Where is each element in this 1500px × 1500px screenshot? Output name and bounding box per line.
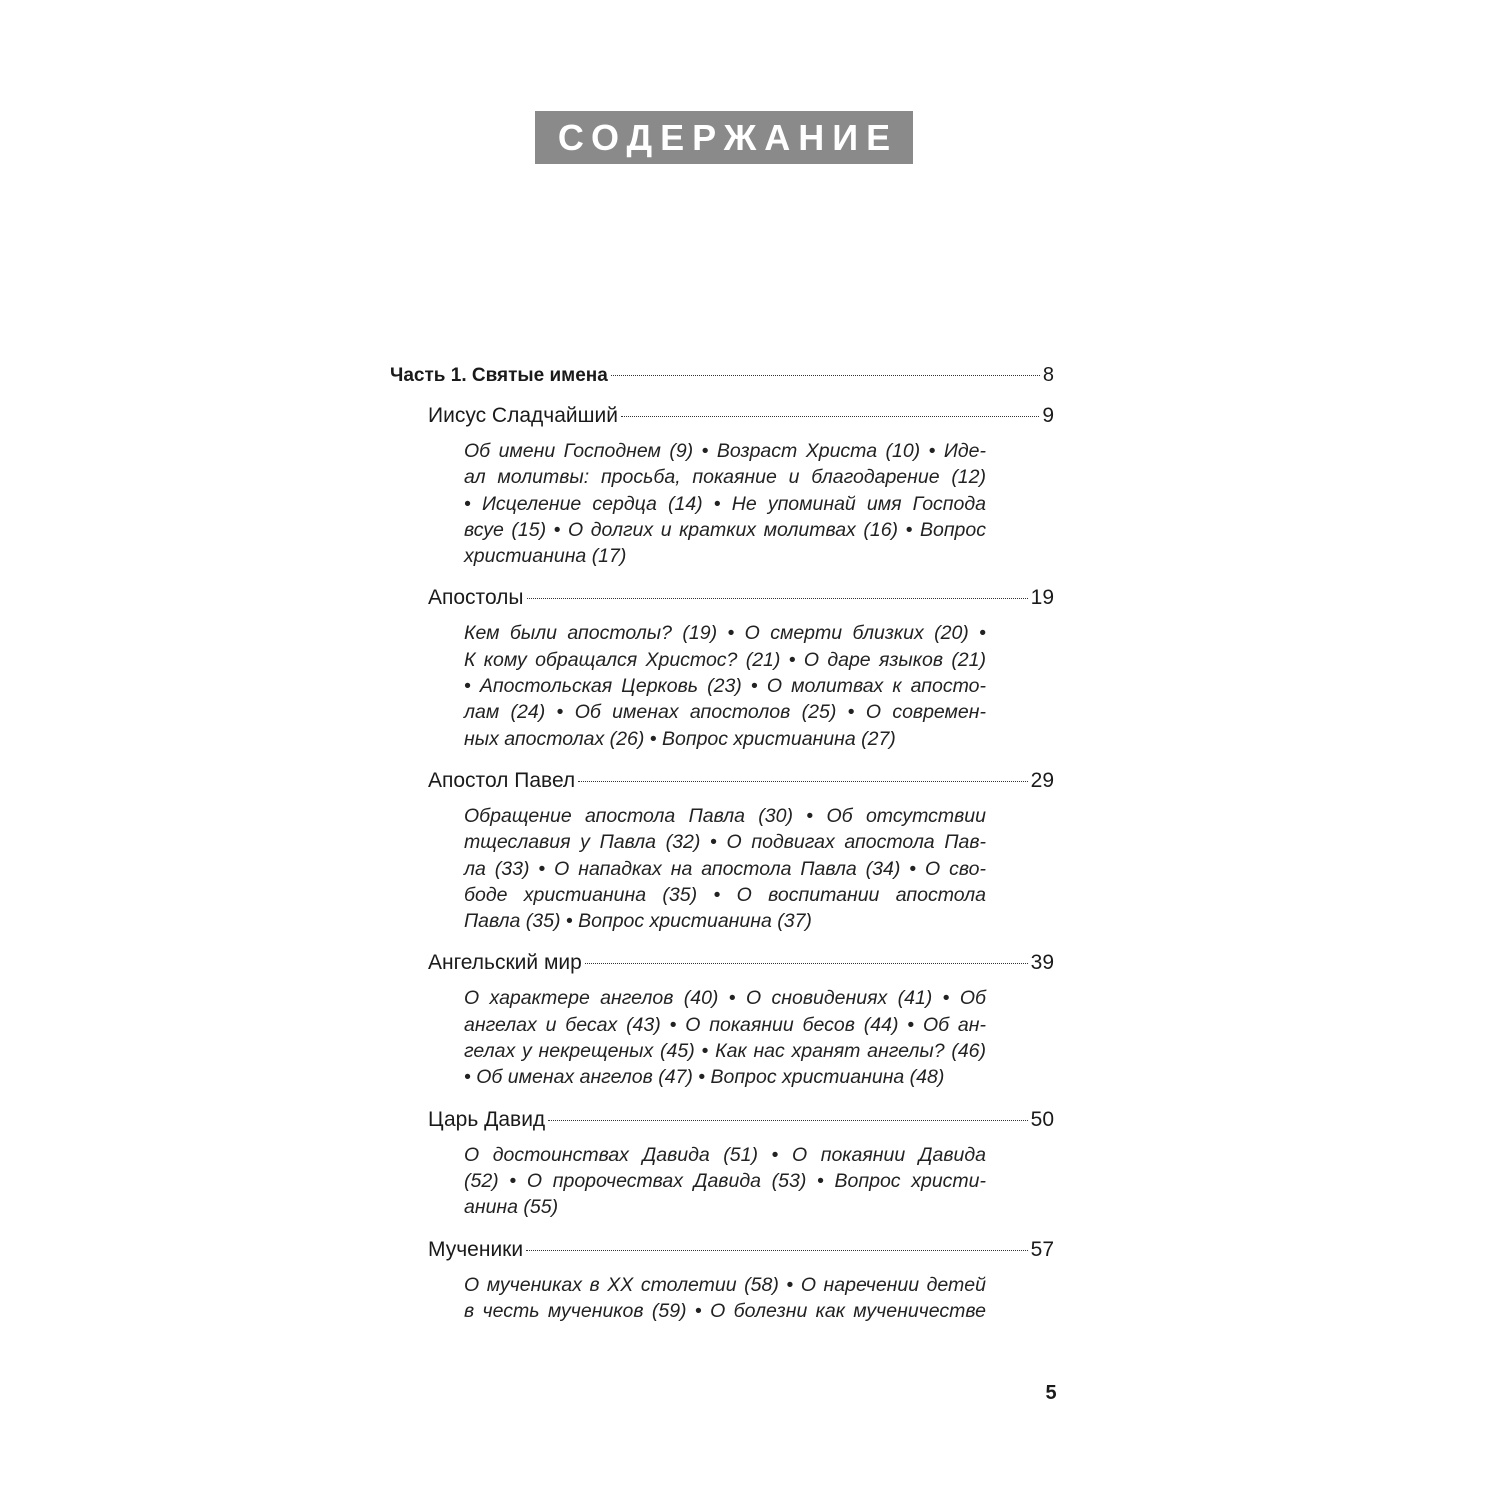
dot-leader xyxy=(527,598,1028,599)
toc-chapter-entry[interactable] xyxy=(428,585,1054,611)
toc-chapter-title: Царь Давид xyxy=(428,1107,546,1131)
dot-leader xyxy=(526,1250,1028,1251)
toc-chapter-page: 50 xyxy=(1030,1107,1054,1131)
description-line: Обращение апостола Павла (30) • Об отсутствии xyxy=(464,804,986,827)
description-line: К кому обращался Христос? (21) • О даре языков (21) xyxy=(464,648,986,671)
contents-heading-box xyxy=(535,111,913,164)
toc-chapter-entry[interactable] xyxy=(428,950,1054,976)
toc-chapter-page: 57 xyxy=(1030,1237,1054,1261)
description-line: ла (33) • О нападках на апостола Павла (34) • О сво- xyxy=(464,857,986,880)
description-line: в честь мучеников (59) • О болезни как мученичестве xyxy=(464,1299,986,1322)
description-line: Об имени Господнем (9) • Возраст Христа (10) • Иде- xyxy=(464,440,986,462)
toc-chapter-entry[interactable] xyxy=(428,768,1054,794)
toc-chapter-page: 19 xyxy=(1030,586,1054,610)
description-line: ангелах и бесах (43) • О покаянии бесов (44) • Об ан- xyxy=(464,1013,986,1036)
toc-part-entry[interactable] xyxy=(390,362,1054,389)
description-line: ных апостолах (26) • Вопрос христианина (27) xyxy=(464,727,896,750)
description-line: тщеславия у Павла (32) • О подвигах апостола Пав- xyxy=(464,831,986,854)
description-line: О достоинствах Давида (51) • О покаянии Давида xyxy=(464,1143,986,1166)
toc-chapter-description xyxy=(464,1272,986,1325)
contents-heading: СОДЕРЖАНИЕ xyxy=(557,116,899,158)
toc-chapter-title: Апостол Павел xyxy=(428,768,576,792)
description-line: • Апостольская Церковь (23) • О молитвах к апосто- xyxy=(464,675,986,698)
toc-part-title: Часть 1. Святые имена xyxy=(390,365,608,386)
toc-chapter-description xyxy=(464,985,986,1090)
toc-chapter-title: Ангельский мир xyxy=(428,951,582,975)
toc-chapter xyxy=(428,768,1054,934)
description-line: Павла (35) • Вопрос христианина (37) xyxy=(464,910,812,933)
toc-chapter-entry[interactable] xyxy=(428,403,1054,429)
toc-chapter-description xyxy=(464,620,986,751)
description-line: О мучениках в XX столетии (58) • О наречении детей xyxy=(464,1273,986,1296)
toc-chapter xyxy=(428,403,1054,569)
page-number: 5 xyxy=(1045,1382,1057,1404)
toc-chapter-description xyxy=(464,803,986,934)
dot-leader xyxy=(585,963,1028,964)
description-line: • Исцеление сердца (14) • Не упоминай имя Господа xyxy=(464,492,986,515)
toc-chapter-title: Апостолы xyxy=(428,586,524,610)
description-line: ал молитвы: просьба, покаяние и благодарение (12) xyxy=(464,466,986,489)
toc-chapter-entry[interactable] xyxy=(428,1237,1054,1263)
toc-chapter xyxy=(428,1107,1054,1221)
description-line: (52) • О пророчествах Давида (53) • Вопрос христи- xyxy=(464,1169,986,1192)
toc-chapter xyxy=(428,1237,1054,1325)
toc-chapter-title: Мученики xyxy=(428,1237,524,1261)
toc-chapter-page: 39 xyxy=(1030,951,1054,975)
description-line: О характере ангелов (40) • О сновидениях (41) • Об xyxy=(464,987,986,1010)
description-line: боде христианина (35) • О воспитании апостола xyxy=(464,883,986,906)
toc-chapter xyxy=(428,585,1054,751)
toc-chapter-description xyxy=(464,1142,986,1221)
description-line: всуе (15) • О долгих и кратких молитвах (16) • Вопрос xyxy=(464,518,986,541)
description-line: гелах у некрещеных (45) • Как нас хранят ангелы? (46) xyxy=(464,1040,986,1063)
dot-leader xyxy=(611,375,1040,376)
toc-chapter-title: Иисус Сладчайший xyxy=(428,404,618,427)
dot-leader xyxy=(548,1120,1027,1121)
dot-leader xyxy=(621,416,1039,417)
description-line: Кем были апостолы? (19) • О смерти близких (20) • xyxy=(464,622,986,645)
toc-chapter xyxy=(428,950,1054,1090)
toc-chapter-page: 9 xyxy=(1042,404,1054,427)
description-line: • Об именах ангелов (47) • Вопрос христианина (48) xyxy=(464,1066,945,1089)
table-of-contents xyxy=(390,362,1054,1324)
description-line: лам (24) • Об именах апостолов (25) • О современ- xyxy=(464,701,986,724)
dot-leader xyxy=(578,781,1027,782)
description-line: анина (55) xyxy=(464,1196,559,1219)
toc-chapter-page: 29 xyxy=(1030,768,1054,792)
toc-part-page: 8 xyxy=(1042,364,1054,386)
toc-chapter-description xyxy=(464,438,986,569)
toc-chapter-entry[interactable] xyxy=(428,1107,1054,1133)
description-line: христианина (17) xyxy=(464,545,627,568)
